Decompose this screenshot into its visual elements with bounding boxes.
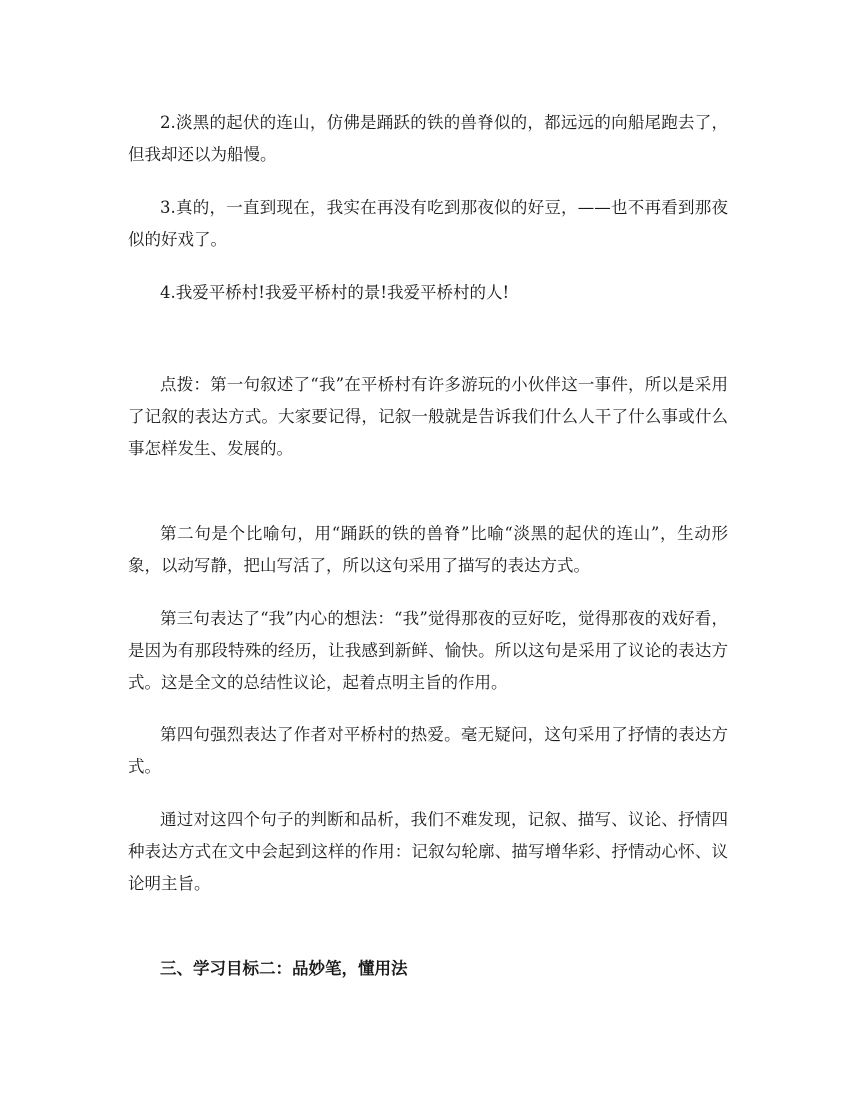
example-sentence-3: 3.真的，一直到现在，我实在再没有吃到那夜似的好豆，——也不再看到那夜似的好戏了。 bbox=[128, 198, 728, 249]
analysis-summary: 通过对这四个句子的判断和品析，我们不难发现，记叙、描写、议论、抒情四种表达方式在文中会起到这样的作用：记叙勾轮廓、描写增华彩、抒情动心怀、议论明主旨。 bbox=[128, 810, 728, 893]
analysis-paragraph-3: 第三句表达了“我”内心的想法：“我”觉得那夜的豆好吃，觉得那夜的戏好看，是因为有那段特殊的经历，让我感到新鲜、愉快。所以这句是采用了议论的表达方式。这是全文的总结性议论，起着点明主旨的作用。 bbox=[128, 609, 728, 692]
analysis-paragraph-4: 第四句强烈表达了作者对平桥村的热爱。毫无疑问，这句采用了抒情的表达方式。 bbox=[128, 725, 728, 776]
example-sentence-2: 2.淡黑的起伏的连山，仿佛是踊跃的铁的兽脊似的，都远远的向船尾跑去了，但我却还以为船慢。 bbox=[128, 113, 728, 164]
section-heading: 三、学习目标二：品妙笔，懂用法 bbox=[160, 959, 408, 978]
analysis-paragraph-2: 第二句是个比喻句，用“踊跃的铁的兽脊”比喻“淡黑的起伏的连山”，生动形象，以动写静，把山写活了，所以这句采用了描写的表达方式。 bbox=[128, 524, 728, 575]
example-sentence-4: 4.我爱平桥村!我爱平桥村的景!我爱平桥村的人! bbox=[160, 283, 510, 302]
analysis-paragraph-1: 点拨：第一句叙述了“我”在平桥村有许多游玩的小伙伴这一事件，所以是采用了记叙的表达方式。大家要记得，记叙一般就是告诉我们什么人干了什么事或什么事怎样发生、发展的。 bbox=[128, 375, 728, 458]
